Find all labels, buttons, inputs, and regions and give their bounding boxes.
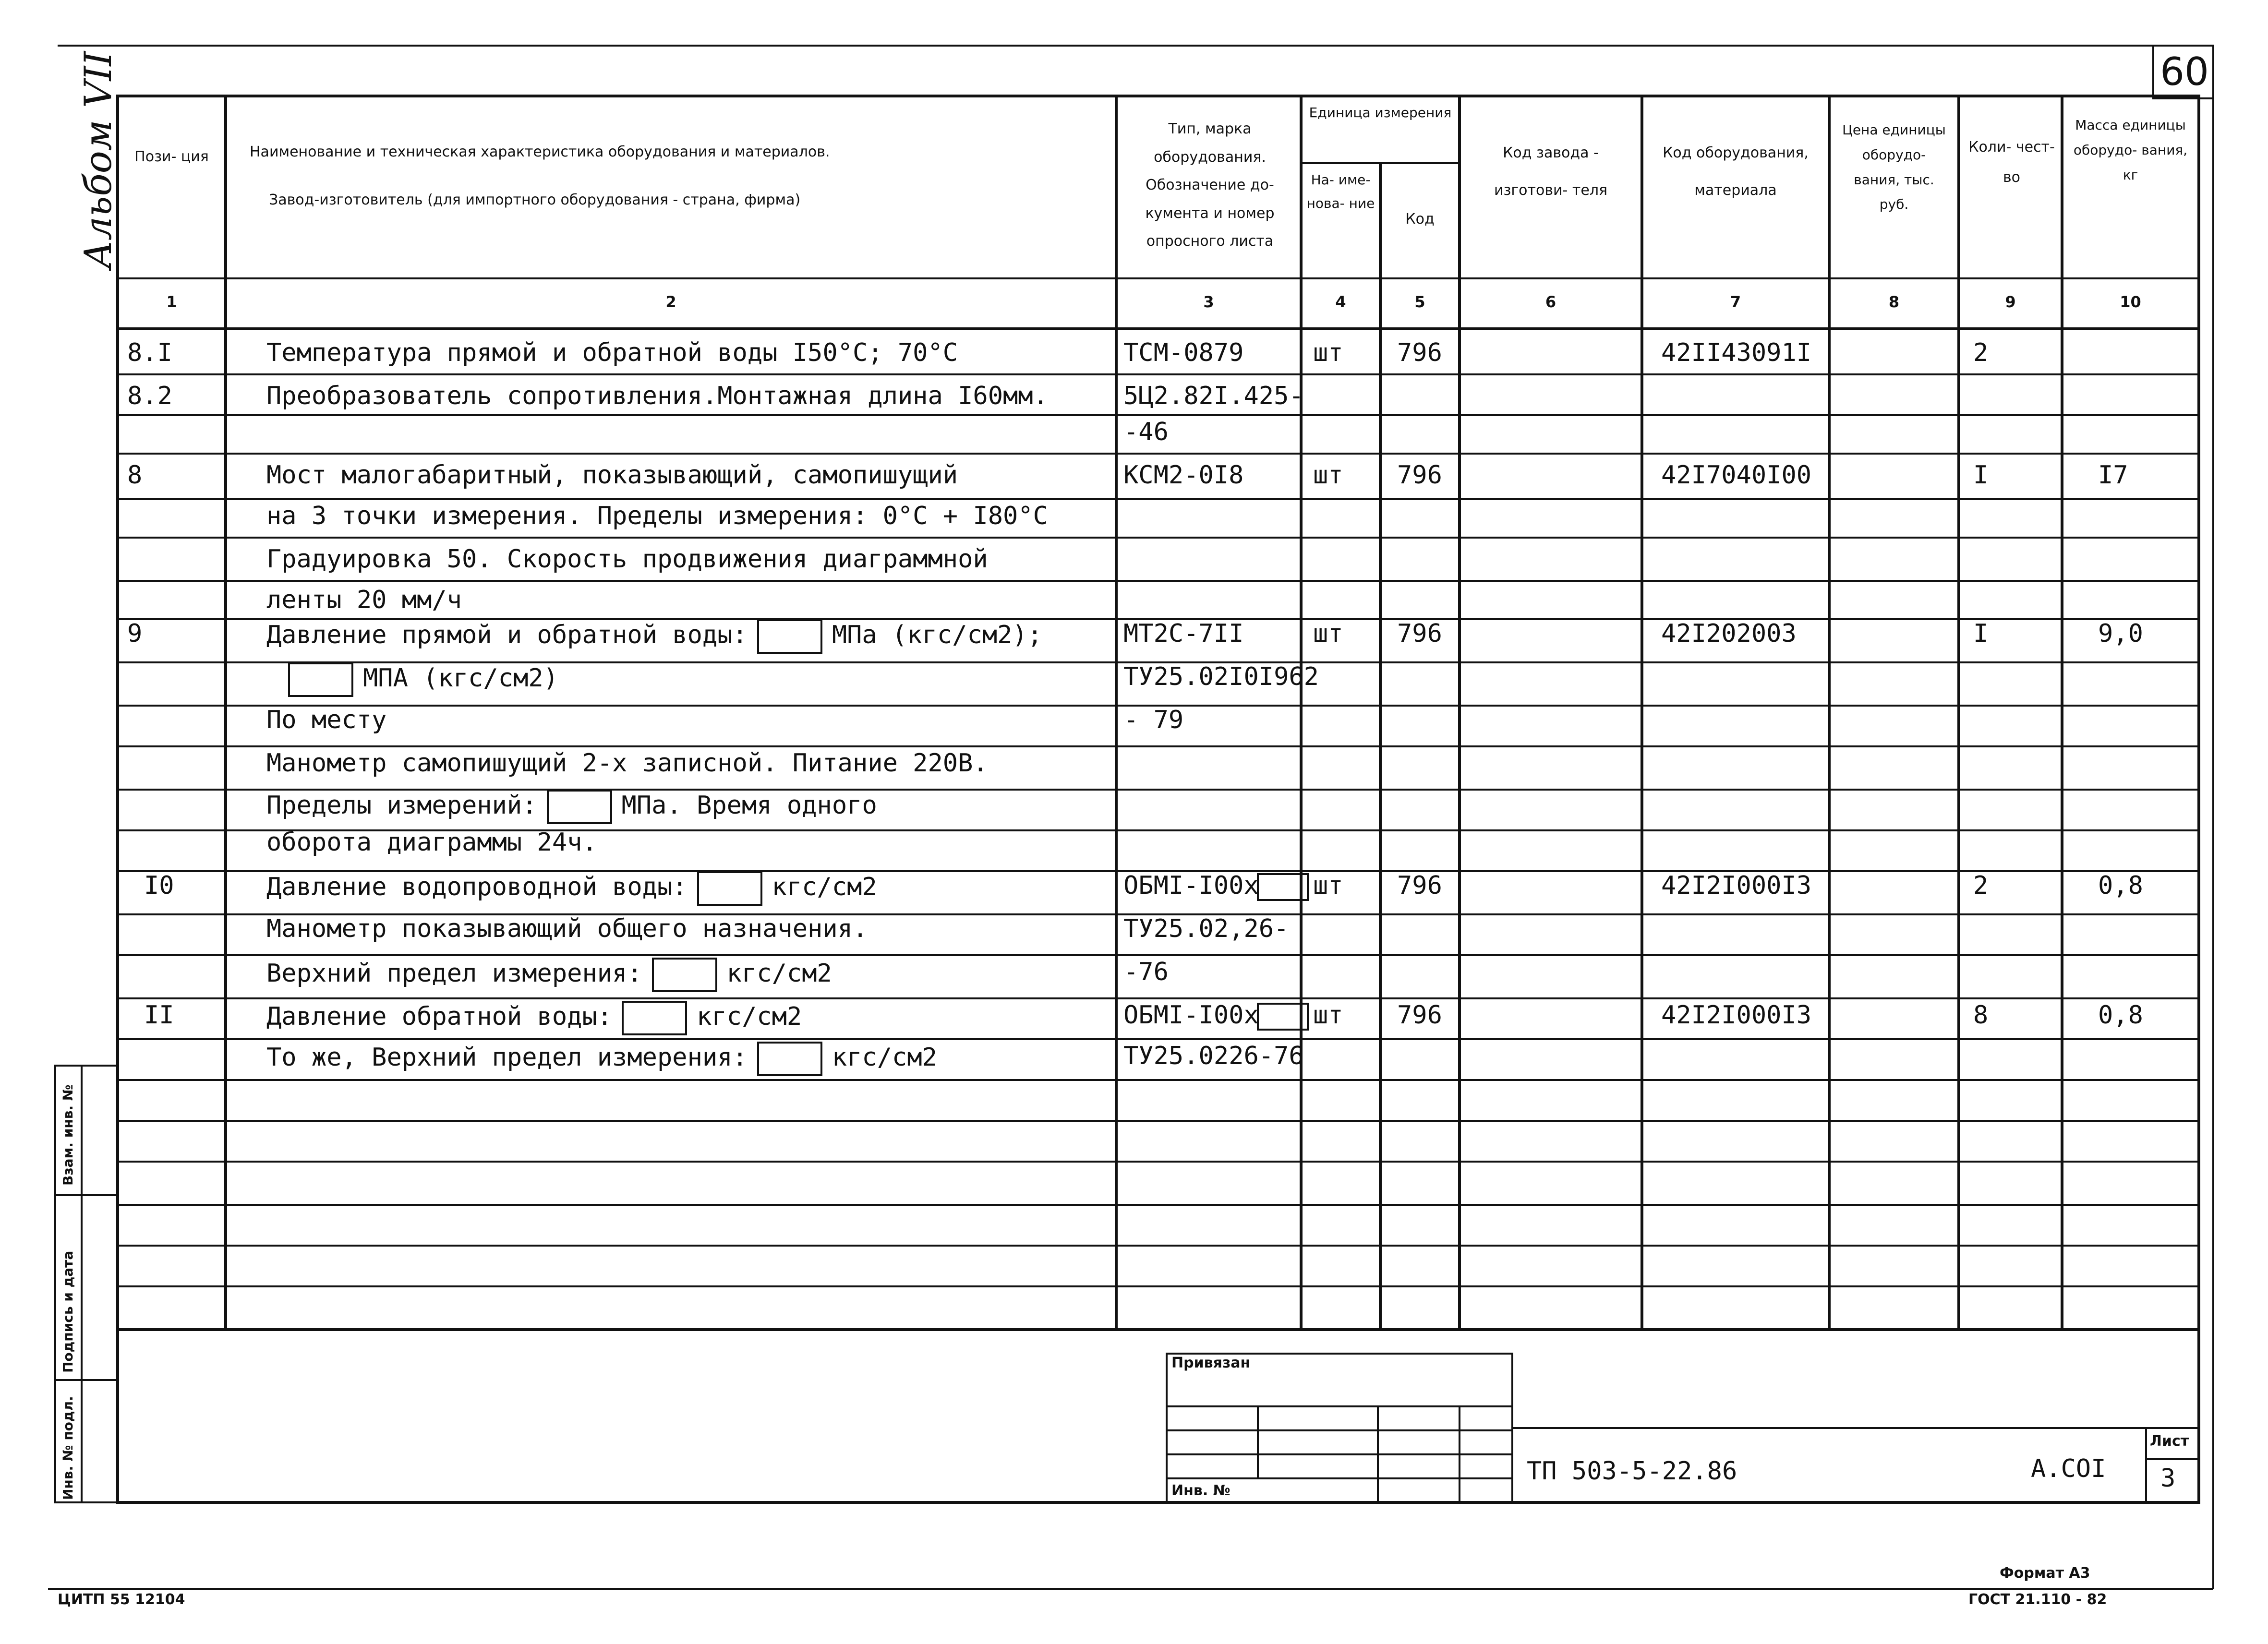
row-name-post: МПА (кгс/см2)	[363, 664, 558, 693]
row-type-text: ОБМI-I00x	[1123, 871, 1259, 900]
blank-value-box	[757, 1042, 822, 1076]
row-type: 5Ц2.82I.425-	[1123, 382, 1304, 410]
header-price: Цена единицы оборудо- вания, тыс. руб.	[1842, 122, 1946, 213]
row-type-text: ОБМI-I00x	[1123, 1001, 1259, 1030]
row-name-pre: Пределы измерений:	[266, 791, 537, 820]
column-number-3: 3	[1203, 293, 1214, 311]
header-unit-group: Единица измерения	[1309, 105, 1452, 120]
row-type	[1123, 871, 1309, 901]
row-name-post: кгс/см2	[832, 1043, 937, 1072]
row-unit: шт	[1313, 871, 1343, 900]
blank-value-box	[288, 662, 353, 697]
stamp-album-code: А.COI	[2031, 1454, 2106, 1483]
row-unit-code: 796	[1397, 461, 1442, 490]
row-position: II	[144, 1001, 174, 1030]
footer-format: Формат А3	[2000, 1565, 2090, 1582]
blank-value-box	[697, 871, 762, 906]
stamp-document-code: ТП 503-5-22.86	[1527, 1457, 1737, 1486]
row-equipment-code: 42I7040I00	[1661, 461, 1812, 490]
row-type: ТУ25.0226-76	[1123, 1042, 1304, 1070]
row-position: 8	[127, 461, 143, 490]
row-name	[266, 619, 1042, 654]
row-name-post: кгс/см2	[726, 959, 832, 988]
row-type: -76	[1123, 958, 1169, 986]
header-quantity: Коли- чест- во	[1968, 139, 2055, 186]
row-type: ТУ25.02,26-	[1123, 914, 1289, 943]
row-position: I0	[144, 871, 174, 900]
row-type	[1123, 1001, 1309, 1031]
blank-value-box	[1257, 873, 1309, 901]
row-name	[266, 1001, 802, 1035]
row-name: Мост малогабаритный, показывающий, самопишущий	[266, 461, 958, 490]
row-mass: I7	[2098, 461, 2128, 490]
column-number-4: 4	[1335, 293, 1346, 311]
header-unit-code: Код	[1405, 211, 1435, 228]
row-name-pre: Верхний предел измерения:	[266, 959, 642, 988]
album-label: Альбом VII	[77, 51, 120, 269]
blank-value-box	[652, 958, 717, 992]
column-number-2: 2	[665, 293, 676, 311]
row-unit-code: 796	[1397, 871, 1442, 900]
row-equipment-code: 42I2I000I3	[1661, 871, 1812, 900]
sheet-number: 60	[2160, 49, 2209, 94]
row-unit: шт	[1313, 461, 1343, 490]
row-name-post: МПа. Время одного	[621, 791, 877, 820]
row-name	[266, 1042, 937, 1076]
row-name: ленты 20 мм/ч	[266, 586, 462, 614]
blank-value-box	[757, 619, 822, 654]
stamp-list-label: Лист	[2150, 1433, 2189, 1450]
row-type: КСМ2-0I8	[1123, 461, 1244, 490]
stamp-privyazan: Привязан	[1171, 1355, 1251, 1371]
row-type: -46	[1123, 418, 1169, 446]
stamp-inv-no: Инв. №	[1171, 1482, 1231, 1499]
header-factory-code: Код завода - изготови- теля	[1494, 144, 1608, 199]
header-unit-name: На- име- нова- ние	[1306, 172, 1375, 211]
row-name	[266, 958, 832, 992]
row-type: - 79	[1123, 706, 1184, 734]
row-type: ТУ25.02I0I962	[1123, 662, 1319, 691]
row-equipment-code: 42I202003	[1661, 619, 1797, 648]
row-unit: шт	[1313, 338, 1343, 367]
row-quantity: 2	[1973, 338, 1989, 367]
stamp-list-value: 3	[2160, 1464, 2176, 1493]
row-name: По месту	[266, 706, 387, 734]
row-name	[266, 790, 877, 824]
row-unit-code: 796	[1397, 1001, 1442, 1030]
footer-gost: ГОСТ 21.110 - 82	[1968, 1591, 2107, 1608]
blank-value-box	[622, 1001, 687, 1035]
row-equipment-code: 42II43091I	[1661, 338, 1812, 367]
footer-left: ЦИТП 55 12104	[58, 1591, 185, 1608]
header-name-line1: Наименование и техническая характеристика оборудования и материалов.	[250, 144, 830, 160]
row-name-post: кгс/см2	[697, 1002, 802, 1031]
row-name-pre: То же, Верхний предел измерения:	[266, 1043, 748, 1072]
row-unit-code: 796	[1397, 619, 1442, 648]
side-label-inv-podl: Инв. № подл.	[60, 1396, 76, 1500]
row-name-pre: Давление прямой и обратной воды:	[266, 621, 748, 649]
header-position: Пози- ция	[134, 148, 209, 165]
row-name: Манометр показывающий общего назначения.	[266, 914, 868, 943]
column-number-7: 7	[1730, 293, 1741, 311]
column-number-1: 1	[166, 293, 177, 311]
row-mass: 9,0	[2098, 619, 2143, 648]
row-name: Градуировка 50. Скорость продвижения диаграммной	[266, 545, 988, 574]
row-name-pre: Давление обратной воды:	[266, 1002, 613, 1031]
row-name: Температура прямой и обратной воды I50°C; 70°C	[266, 338, 958, 367]
row-quantity: 8	[1973, 1001, 1989, 1030]
row-type: TCM-0879	[1123, 338, 1244, 367]
row-type: МТ2С-7II	[1123, 619, 1244, 648]
header-equipment-code: Код оборудования, материала	[1663, 144, 1809, 199]
column-number-10: 10	[2120, 293, 2141, 311]
side-label-vzam: Взам. инв. №	[60, 1084, 76, 1186]
side-label-podpis: Подпись и дата	[60, 1250, 76, 1373]
row-quantity: 2	[1973, 871, 1989, 900]
column-number-5: 5	[1414, 293, 1425, 311]
row-mass: 0,8	[2098, 1001, 2143, 1030]
row-name: Манометр самопишущий 2-х записной. Питание 220В.	[266, 749, 988, 778]
row-name: Преобразователь сопротивления.Монтажная длина I60мм.	[266, 382, 1048, 410]
row-name-post: кгс/см2	[772, 873, 877, 901]
row-quantity: I	[1973, 619, 1989, 648]
row-unit-code: 796	[1397, 338, 1442, 367]
header-name-line2: Завод-изготовитель (для импортного оборудования - страна, фирма)	[269, 192, 801, 208]
row-name	[266, 871, 877, 906]
column-number-9: 9	[2005, 293, 2016, 311]
row-position: 8.2	[127, 382, 172, 410]
header-mass: Масса единицы оборудо- вания, кг	[2073, 117, 2188, 183]
row-name-post: МПа (кгс/см2);	[832, 621, 1043, 649]
column-number-8: 8	[1888, 293, 1900, 311]
column-number-6: 6	[1545, 293, 1556, 311]
row-unit: шт	[1313, 1001, 1343, 1030]
row-name-pre: Давление водопроводной воды:	[266, 873, 688, 901]
blank-value-box	[547, 790, 612, 824]
row-quantity: I	[1973, 461, 1989, 490]
blank-value-box	[1257, 1003, 1309, 1031]
row-name	[288, 662, 558, 697]
row-unit: шт	[1313, 619, 1343, 648]
row-mass: 0,8	[2098, 871, 2143, 900]
row-position: 9	[127, 619, 143, 648]
row-name: оборота диаграммы 24ч.	[266, 828, 597, 857]
row-equipment-code: 42I2I000I3	[1661, 1001, 1812, 1030]
row-position: 8.I	[127, 338, 172, 367]
header-type: Тип, марка оборудования. Обозначение до- кумента и номер опросного листа	[1145, 120, 1275, 250]
row-name: на 3 точки измерения. Пределы измерения: 0°C + I80°C	[266, 502, 1048, 530]
